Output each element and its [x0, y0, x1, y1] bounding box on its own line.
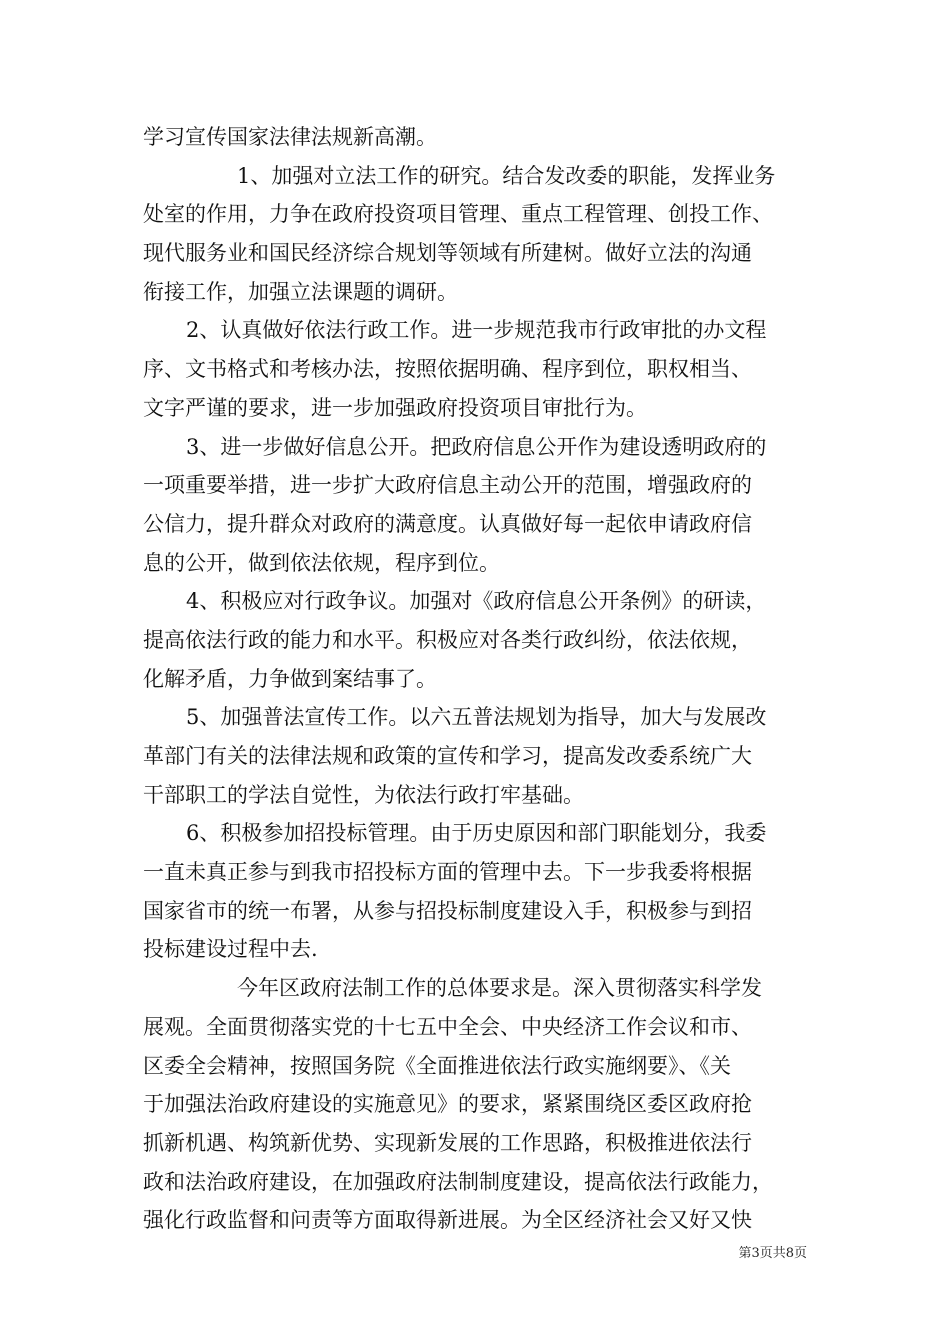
text-line: 3、进一步做好信息公开。把政府信息公开作为建设透明政府的	[186, 434, 767, 459]
text-line: 处室的作用，力争在政府投资项目管理、重点工程管理、创投工作、	[143, 202, 773, 227]
text-line: 公信力，提升群众对政府的满意度。认真做好每一起依申请政府信	[143, 511, 752, 536]
text-line: 提高依法行政的能力和水平。积极应对各类行政纠纷，依法依规，	[143, 627, 752, 652]
text-line: 干部职工的学法自觉性，为依法行政打牢基础。	[143, 782, 584, 807]
document-body	[143, 118, 815, 1240]
text-line: 今年区政府法制工作的总体要求是。深入贯彻落实科学发	[237, 976, 762, 1001]
text-line: 1、加强对立法工作的研究。结合发改委的职能，发挥业务	[237, 163, 776, 188]
text-line: 学习宣传国家法律法规新高潮。	[143, 125, 437, 149]
text-line: 于加强法治政府建设的实施意见》的要求，紧紧围绕区委区政府抢	[143, 1092, 752, 1117]
text-line: 一直未真正参与到我市招投标方面的管理中去。下一步我委将根据	[143, 860, 752, 885]
text-line: 5、加强普法宣传工作。以六五普法规划为指导，加大与发展改	[186, 705, 767, 730]
text-line: 化解矛盾，力争做到案结事了。	[143, 666, 437, 691]
text-line: 区委全会精神，按照国务院《全面推进依法行政实施纲要》、《关	[143, 1053, 731, 1078]
text-line: 强化行政监督和问责等方面取得新进展。为全区经济社会又好又快	[143, 1208, 752, 1233]
text-line: 6、积极参加招投标管理。由于历史原因和部门职能划分，我委	[186, 821, 767, 846]
text-line: 投标建设过程中去.	[143, 937, 318, 962]
text-line: 一项重要举措，进一步扩大政府信息主动公开的范围，增强政府的	[143, 473, 752, 498]
text-line: 国家省市的统一布署，从参与招投标制度建设入手，积极参与到招	[143, 898, 752, 923]
text-line: 息的公开，做到依法依规，程序到位。	[143, 550, 500, 575]
text-line: 2、认真做好依法行政工作。进一步规范我市行政审批的办文程	[186, 318, 767, 343]
text-line: 现代服务业和国民经济综合规划等领域有所建树。做好立法的沟通	[143, 241, 752, 266]
text-line: 革部门有关的法律法规和政策的宣传和学习，提高发改委系统广大	[143, 744, 752, 768]
page-number: 第3页共8页	[738, 1246, 807, 1261]
text-line: 序、文书格式和考核办法，按照依据明确、程序到位，职权相当、	[143, 357, 752, 382]
text-line: 4、积极应对行政争议。加强对《政府信息公开条例》的研读，	[186, 589, 767, 614]
text-line: 抓新机遇、构筑新优势、实现新发展的工作思路，积极推进依法行	[143, 1130, 752, 1155]
text-line: 衔接工作，加强立法课题的调研。	[143, 279, 458, 304]
text-line: 政和法治政府建设，在加强政府法制制度建设，提高依法行政能力，	[143, 1169, 773, 1194]
text-line: 展观。全面贯彻落实党的十七五中全会、中央经济工作会议和市、	[143, 1014, 752, 1039]
text-line: 文字严谨的要求，进一步加强政府投资项目审批行为。	[143, 395, 647, 420]
